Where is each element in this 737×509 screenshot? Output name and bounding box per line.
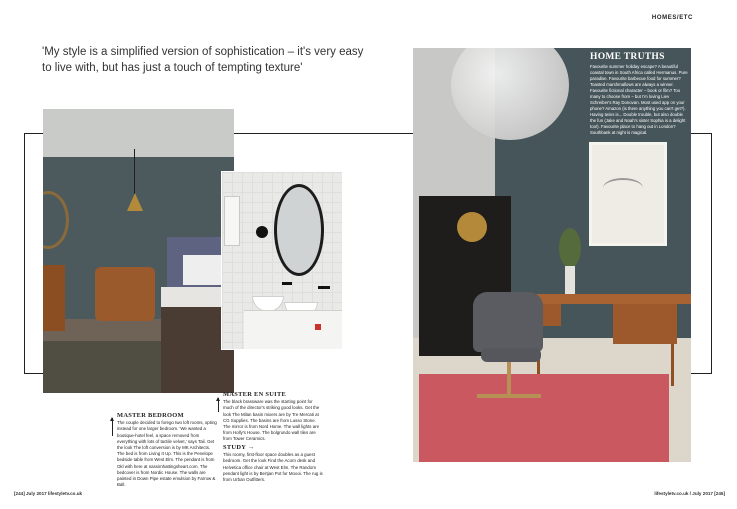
caption-ensuite-heading: MASTER EN SUITE [223, 391, 287, 398]
pull-quote: 'My style is a simplified version of sophistication – it's very easy to live with, but has just a touch of tempting texture' [42, 46, 364, 74]
arrow-up-icon [218, 398, 219, 412]
caption-master-bedroom [117, 413, 217, 488]
caption-bedroom-heading: MASTER BEDROOM [117, 412, 184, 419]
bedroom-photo [43, 109, 234, 393]
frame-line-right-horizontal [690, 133, 712, 134]
home-truths-box [590, 52, 688, 136]
footer-right: lifestyletv.co.uk / July 2017 [245] [654, 491, 725, 496]
arrow-up-icon [112, 418, 113, 436]
caption-bedroom-body: The couple decided to forego two loft rooms, opting instead for one larger bedroom. 'We wanted a boutique-hotel feel, a space removed from everything with lots of tactile velvet,' says Tali. Get the look The loft conversion is by MK Architects. The bed is from Living It Up. This is the Penelope bedside table from West Elm. The pendant is from Okl with here at nassimhattingsheart.com. The bedcover is from Nordic House. The walls are painted in Down Pipe estate emulsion by Farrow & Ball. [117, 420, 217, 488]
caption-study-heading: STUDY → [223, 444, 255, 451]
caption-ensuite-body: The black brassware was the starting point for much of the director's striking good looks. Get the look The Milan basin mixers are by Tre Mercati at CG Supplies. The basins are from Lusso Stone. The mirror is from Nord Home. The wall lights are from Holly's House. The bolgrundo wall tiles are from Tower Ceramics. [223, 399, 320, 442]
section-tag: HOMES/ETC [651, 15, 693, 21]
caption-study [223, 445, 323, 483]
caption-master-en-suite [223, 392, 323, 443]
frame-line-left-bottom [24, 373, 44, 374]
footer-left: [244] July 2017 lifestyletv.co.uk [14, 491, 83, 496]
home-truths-heading: HOME TRUTHS [590, 52, 665, 62]
caption-study-body: This roomy, first-floor space doubles as a guest bedroom. Get the look Find the Acorn desk and Helvetica office chair at West Elm. The Random pendant light is by Bertjan Pot for Moooi. The rug is from Urban Outfitters. [223, 452, 323, 483]
frame-line-right-vertical [711, 133, 712, 373]
home-truths-body: Favourite summer holiday escape? A beautiful coastal town in South Africa called Hermanus. Pure paradise. Favourite barbecue food for summer? Toasted marshmallows are always a winner. Favourite fictional character – book or film? Too many to choose from – but I'm loving Liev Schreiber's Ray Donovan. Most used app on your phone? Amazon (is there anything you can't get?). Having twins is... Double trouble, but also double the fun (Jake and Noah's sister Sophia is a delight too!). Favourite place to hang out in London? Southbank at night is magical. [590, 64, 688, 135]
frame-line-right-bottom [690, 373, 712, 374]
frame-line-left-vertical [24, 133, 25, 373]
bathroom-photo [221, 171, 343, 350]
